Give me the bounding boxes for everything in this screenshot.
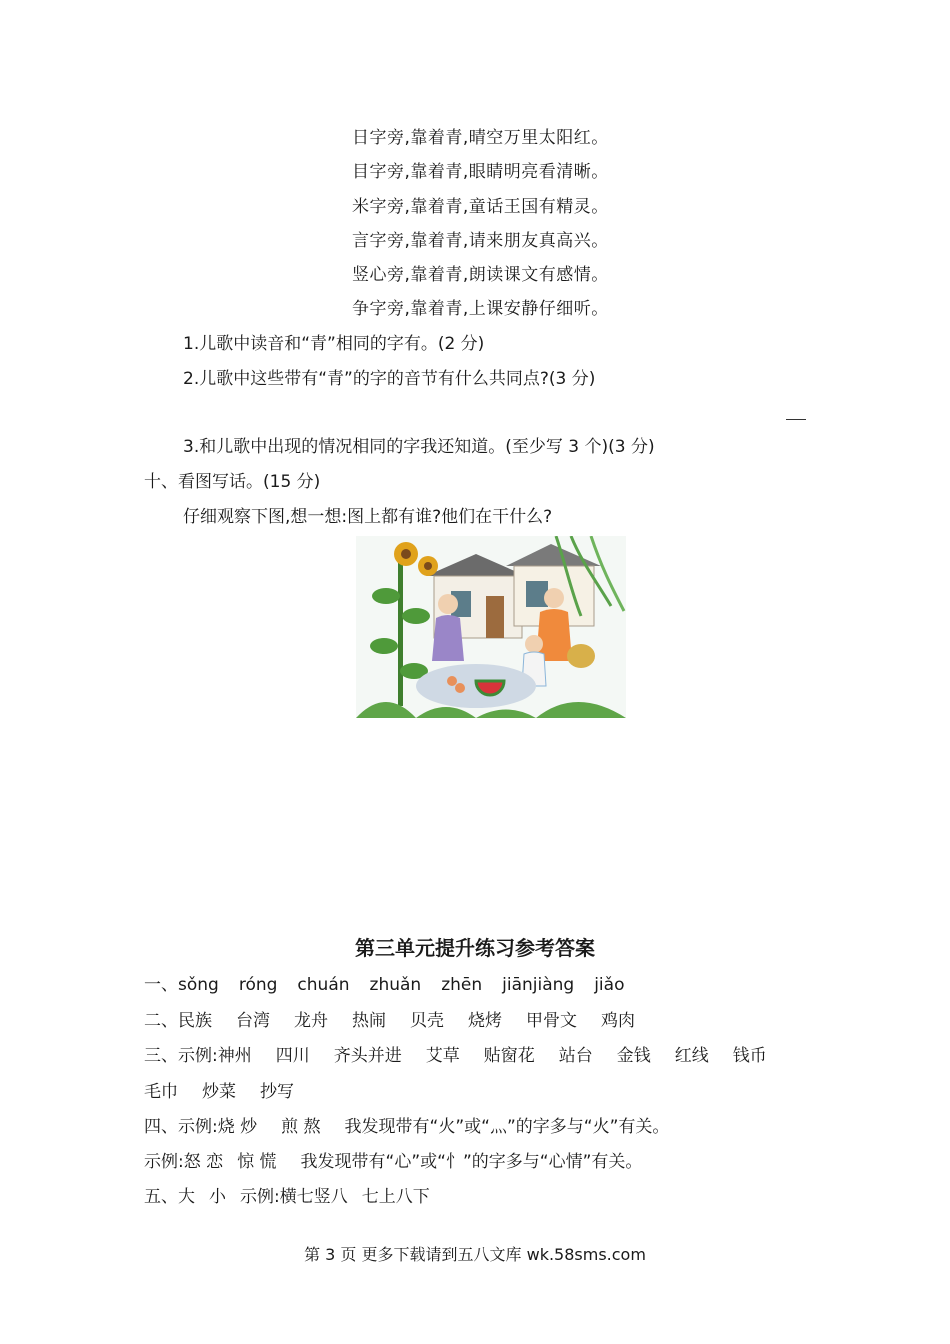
- answer-blank-line: [786, 419, 806, 420]
- grandma-head: [438, 594, 458, 614]
- question-3: 3.和儿歌中出现的情况相同的字我还知道。(至少写 3 个)(3 分): [183, 437, 655, 457]
- door-icon: [486, 596, 504, 638]
- section-10-title: 十、看图写话。(15 分): [144, 472, 321, 492]
- mother-head: [544, 588, 564, 608]
- answer-1: 一、sǒng róng chuán zhuǎn zhēn jiānjiàng jiǎo: [144, 975, 625, 995]
- answer-2: 二、民族 台湾 龙舟 热闹 贝壳 烧烤 甲骨文 鸡肉: [144, 1011, 635, 1031]
- illustration-family-eating-watermelon: [356, 536, 626, 718]
- answer-3: 三、示例:神州 四川 齐头并进 艾草 贴窗花 站台 金钱 红线 钱币: [144, 1046, 767, 1066]
- poem-line: 争字旁,靠着青,上课安静仔细听。: [352, 299, 609, 319]
- question-2: 2.儿歌中这些带有“青”的字的音节有什么共同点?(3 分): [183, 369, 596, 389]
- page-footer: 第 3 页 更多下载请到五八文库 wk.58sms.com: [304, 1245, 646, 1264]
- peach-icon: [455, 683, 465, 693]
- poem-line: 言字旁,靠着青,请来朋友真高兴。: [352, 231, 609, 251]
- answer-5: 五、大 小 示例:横七竖八 七上八下: [144, 1187, 430, 1207]
- poem-line: 目字旁,靠着青,眼睛明亮看清晰。: [352, 162, 609, 182]
- watermelon-icon: [476, 681, 504, 695]
- poem-line: 日字旁,靠着青,晴空万里太阳红。: [352, 128, 609, 148]
- girl-head: [525, 635, 543, 653]
- window-icon: [526, 581, 548, 607]
- question-1: 1.儿歌中读音和“青”相同的字有。(2 分): [183, 334, 485, 354]
- sunflower-stalk: [398, 556, 403, 706]
- answer-4: 四、示例:烧 炒 煎 熬 我发现带有“火”或“灬”的字多与“火”有关。: [144, 1117, 670, 1137]
- peach-icon: [447, 676, 457, 686]
- section-10-prompt: 仔细观察下图,想一想:图上都有谁?他们在干什么?: [183, 507, 553, 527]
- grandma-body: [432, 615, 464, 661]
- poem-line: 竖心旁,靠着青,朗读课文有感情。: [352, 265, 609, 285]
- answers-title: 第三单元提升练习参考答案: [355, 936, 595, 960]
- answer-4-example-2: 示例:怒 恋 惊 慌 我发现带有“心”或“忄”的字多与“心情”有关。: [144, 1152, 643, 1172]
- poem-line: 米字旁,靠着青,童话王国有精灵。: [352, 197, 609, 217]
- fan-icon: [567, 644, 595, 668]
- answer-3-cont: 毛巾 炒菜 抄写: [144, 1082, 294, 1102]
